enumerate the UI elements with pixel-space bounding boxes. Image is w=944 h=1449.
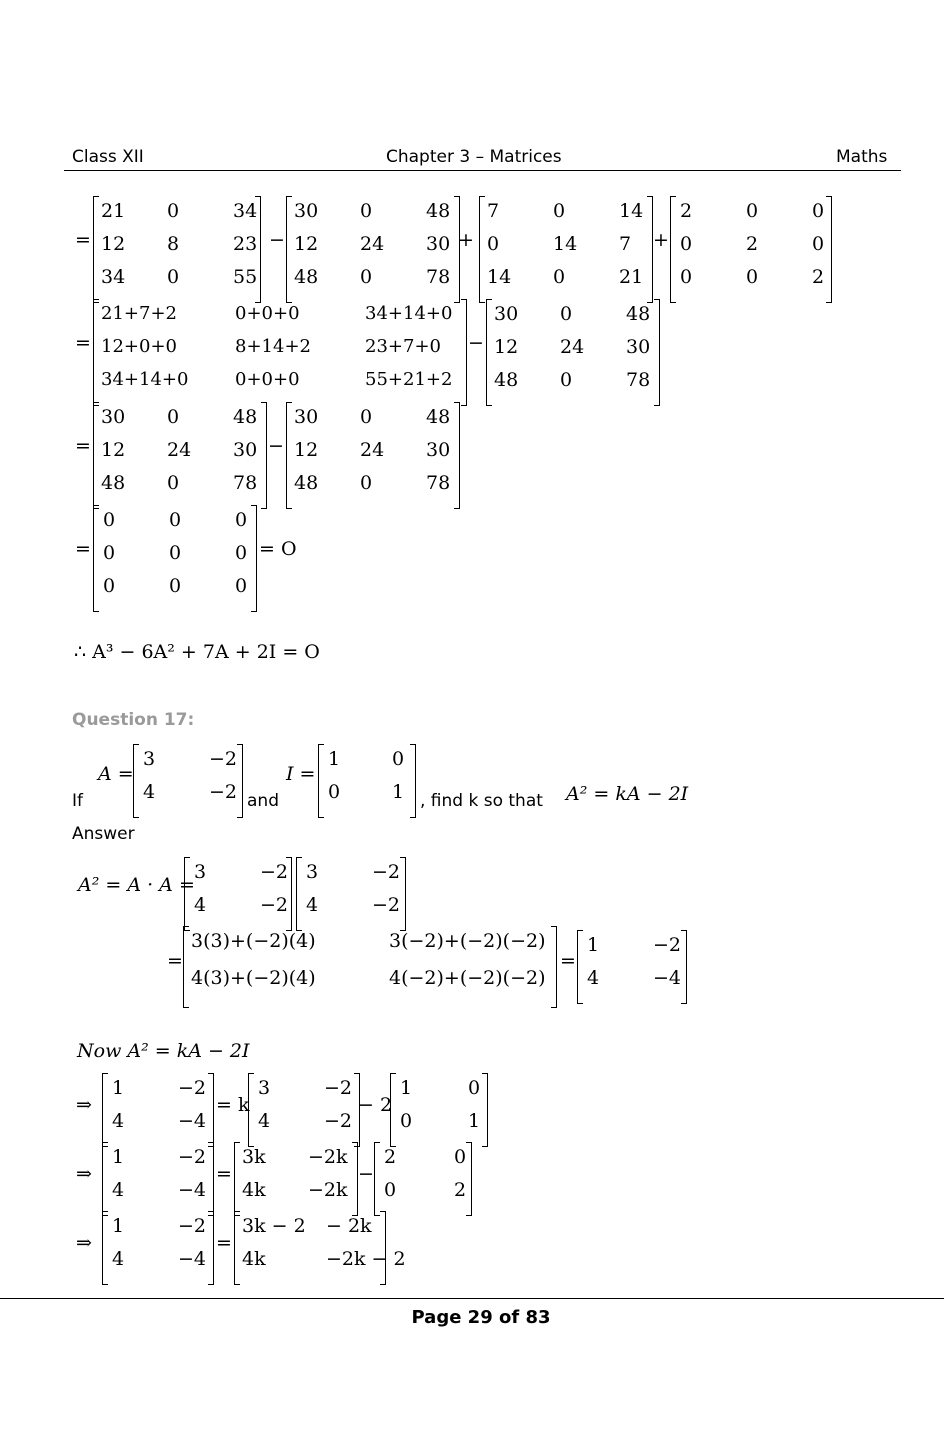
row3-matrix2-cell: −2k − 2 (326, 1248, 406, 1270)
step2-matrix1-cell: 55+21+2 (365, 369, 453, 390)
now-equation: Now A² = kA − 2I (77, 1040, 250, 1062)
step2-matrix1-right-bracket (461, 299, 467, 406)
matrix-A-cell: −2 (209, 781, 238, 803)
step1-matrix1-cell: 8 (167, 233, 180, 255)
line1-matrix2-cell: 4 (306, 894, 319, 916)
step1-matrix1-cell: 23 (233, 233, 258, 255)
step4-matrix1-cell: 0 (169, 509, 182, 531)
step1-matrix4-right-bracket (826, 196, 832, 303)
step4-matrix1-cell: 0 (235, 575, 248, 597)
row2-matrix1-cell: 1 (112, 1146, 125, 1168)
line2-result-left-bracket (577, 930, 583, 1004)
step1-matrix3-cell: 0 (553, 266, 566, 288)
step1-plus: + (458, 229, 474, 251)
step2-matrix1-cell: 0+0+0 (235, 369, 300, 390)
row2-matrix1-right-bracket (208, 1142, 214, 1216)
line1-matrix2-cell: −2 (372, 861, 401, 883)
question-condition: A² = kA − 2I (566, 783, 689, 805)
step1-matrix3-cell: 21 (619, 266, 644, 288)
matrix-I-label: I = (286, 763, 316, 785)
line1-matrix2-right-bracket (400, 857, 406, 931)
row3-matrix1-cell: −4 (178, 1248, 207, 1270)
row2-minus: − (358, 1163, 374, 1185)
row1-matrix3-cell: 1 (400, 1077, 413, 1099)
step1-matrix1-cell: 0 (167, 200, 180, 222)
row3-matrix1-cell: 4 (112, 1248, 125, 1270)
step4-matrix1-cell: 0 (103, 575, 116, 597)
row3-implies: ⇒ (76, 1232, 92, 1254)
row3-matrix2-cell: − 2k (326, 1215, 372, 1237)
line1-matrix1-cell: −2 (260, 894, 289, 916)
step1-matrix4-cell: 0 (746, 266, 759, 288)
step2-matrix2-right-bracket (654, 299, 660, 406)
row1-implies: ⇒ (76, 1094, 92, 1116)
step2-matrix2-cell: 48 (626, 303, 651, 325)
step3-matrix1-cell: 30 (233, 439, 258, 461)
step1-matrix4-cell: 2 (680, 200, 693, 222)
row2-matrix2-cell: 3k (242, 1146, 266, 1168)
matrix-A-cell: 3 (143, 748, 156, 770)
matrix-I-right-bracket (410, 744, 416, 818)
step1-matrix2-cell: 48 (294, 266, 319, 288)
line2-matrix-left-bracket (183, 926, 189, 1008)
step1-matrix2-left-bracket (286, 196, 292, 303)
step3-matrix2-cell: 12 (294, 439, 319, 461)
step2-matrix1-cell: 34+14+0 (365, 303, 453, 324)
step3-matrix1-right-bracket (261, 402, 267, 509)
step1-matrix3-cell: 14 (553, 233, 578, 255)
question-and-text: and (247, 791, 279, 811)
line2-matrix-cell: 4(−2)+(−2)(−2) (389, 967, 546, 989)
step4-matrix1-cell: 0 (169, 575, 182, 597)
line2-result-cell: −4 (653, 967, 682, 989)
row1-matrix1-cell: 1 (112, 1077, 125, 1099)
footer-rule (0, 1298, 944, 1299)
step1-matrix2-cell: 30 (294, 200, 319, 222)
step1-matrix3-cell: 0 (487, 233, 500, 255)
answer-label: Answer (72, 824, 135, 844)
step3-matrix2-cell: 78 (426, 472, 451, 494)
row1-matrix3-cell: 0 (400, 1110, 413, 1132)
step3-minus: − (268, 435, 284, 457)
step1-matrix3-cell: 7 (487, 200, 500, 222)
row1-matrix3-right-bracket (482, 1073, 488, 1147)
row3-matrix2-cell: 3k − 2 (242, 1215, 306, 1237)
step1-matrix4-cell: 0 (746, 200, 759, 222)
matrix-A-cell: −2 (209, 748, 238, 770)
step1-matrix4-cell: 0 (680, 266, 693, 288)
step3-matrix2-cell: 0 (360, 472, 373, 494)
step4-matrix1-cell: 0 (235, 542, 248, 564)
answer-line1-lhs: A² = A · A = (78, 874, 195, 896)
row1-matrix1-left-bracket (102, 1073, 108, 1147)
line1-matrix1-cell: 3 (194, 861, 207, 883)
step3-matrix1-cell: 0 (167, 406, 180, 428)
step3-matrix1-cell: 48 (101, 472, 126, 494)
step1-plus-2: + (653, 229, 669, 251)
row2-matrix1-cell: 4 (112, 1179, 125, 1201)
row2-matrix3-right-bracket (466, 1142, 472, 1216)
step3-matrix2-cell: 30 (294, 406, 319, 428)
row2-matrix1-left-bracket (102, 1142, 108, 1216)
row1-eq-k: = k (216, 1094, 250, 1116)
step3-matrix1-cell: 0 (167, 472, 180, 494)
step2-matrix1-left-bracket (93, 299, 99, 406)
step1-matrix2-cell: 78 (426, 266, 451, 288)
step2-equals: = (75, 332, 91, 354)
question-if-text: If (72, 791, 83, 811)
step1-matrix4-left-bracket (670, 196, 676, 303)
step1-matrix2-cell: 12 (294, 233, 319, 255)
step4-equals: = (75, 538, 91, 560)
step2-matrix2-cell: 12 (494, 336, 519, 358)
step2-matrix2-cell: 48 (494, 369, 519, 391)
row1-matrix2-cell: −2 (324, 1110, 353, 1132)
step1-matrix3-cell: 0 (553, 200, 566, 222)
line2-matrix-cell: 3(3)+(−2)(4) (191, 930, 316, 952)
matrix-A-cell: 4 (143, 781, 156, 803)
row2-matrix3-cell: 0 (454, 1146, 467, 1168)
step4-matrix1-cell: 0 (235, 509, 248, 531)
row1-matrix3-left-bracket (390, 1073, 396, 1147)
row1-matrix1-cell: −2 (178, 1077, 207, 1099)
step2-matrix2-cell: 30 (494, 303, 519, 325)
line1-matrix2-cell: 3 (306, 861, 319, 883)
line1-matrix2-left-bracket (296, 857, 302, 931)
step1-matrix1-cell: 0 (167, 266, 180, 288)
page-number: Page 29 of 83 (411, 1307, 551, 1328)
step4-matrix1-right-bracket (251, 505, 257, 612)
question-heading: Question 17: (72, 710, 195, 730)
line2-matrix-cell: 3(−2)+(−2)(−2) (389, 930, 546, 952)
row1-matrix2-cell: 3 (258, 1077, 271, 1099)
row3-matrix1-cell: 1 (112, 1215, 125, 1237)
step4-matrix1-cell: 0 (169, 542, 182, 564)
step2-minus: − (468, 332, 484, 354)
step3-matrix1-cell: 12 (101, 439, 126, 461)
row2-matrix3-cell: 2 (454, 1179, 467, 1201)
step2-matrix2-cell: 0 (560, 369, 573, 391)
row1-matrix1-cell: 4 (112, 1110, 125, 1132)
row2-implies: ⇒ (76, 1163, 92, 1185)
step3-matrix2-cell: 0 (360, 406, 373, 428)
row1-minus-2: − 2 (358, 1094, 393, 1116)
step1-matrix4-cell: 2 (746, 233, 759, 255)
row2-equals: = (216, 1163, 232, 1185)
step1-matrix1-cell: 21 (101, 200, 126, 222)
header-subject: Maths (836, 147, 888, 167)
line1-matrix1-cell: −2 (260, 861, 289, 883)
step3-matrix1-cell: 24 (167, 439, 192, 461)
matrix-A-right-bracket (237, 744, 243, 818)
step2-matrix2-cell: 0 (560, 303, 573, 325)
step2-matrix1-cell: 12+0+0 (101, 336, 177, 357)
step1-matrix1-cell: 55 (233, 266, 258, 288)
matrix-I-cell: 1 (392, 781, 405, 803)
line2-result-cell: 1 (587, 934, 600, 956)
step3-matrix2-cell: 48 (426, 406, 451, 428)
row3-matrix1-left-bracket (102, 1211, 108, 1285)
row2-matrix2-cell: 4k (242, 1179, 266, 1201)
step2-matrix2-left-bracket (486, 299, 492, 406)
step4-matrix1-left-bracket (93, 505, 99, 612)
row2-matrix1-cell: −2 (178, 1146, 207, 1168)
row1-matrix1-right-bracket (208, 1073, 214, 1147)
step1-matrix4-cell: 2 (812, 266, 825, 288)
row1-matrix1-cell: −4 (178, 1110, 207, 1132)
step1-matrix1-cell: 34 (101, 266, 126, 288)
row3-equals: = (216, 1232, 232, 1254)
line1-matrix1-cell: 4 (194, 894, 207, 916)
line2-matrix-cell: 4(3)+(−2)(4) (191, 967, 316, 989)
step3-matrix1-cell: 30 (101, 406, 126, 428)
step3-matrix1-cell: 78 (233, 472, 258, 494)
matrix-I-cell: 0 (328, 781, 341, 803)
row2-matrix3-cell: 2 (384, 1146, 397, 1168)
row2-matrix3-left-bracket (374, 1142, 380, 1216)
step2-matrix1-cell: 23+7+0 (365, 336, 441, 357)
step1-matrix3-cell: 7 (619, 233, 632, 255)
row3-matrix1-cell: −2 (178, 1215, 207, 1237)
header-class: Class XII (72, 147, 144, 167)
matrix-I-cell: 1 (328, 748, 341, 770)
step1-matrix2-cell: 30 (426, 233, 451, 255)
row2-matrix3-cell: 0 (384, 1179, 397, 1201)
matrix-I-left-bracket (318, 744, 324, 818)
row2-matrix1-cell: −4 (178, 1179, 207, 1201)
step2-matrix1-cell: 34+14+0 (101, 369, 189, 390)
step1-matrix2-cell: 0 (360, 266, 373, 288)
step4-result: = O (259, 538, 297, 560)
step1-minus: − (269, 229, 285, 251)
conclusion-equation: ∴ A³ − 6A² + 7A + 2I = O (74, 641, 320, 663)
step2-matrix2-cell: 24 (560, 336, 585, 358)
row1-matrix3-cell: 1 (468, 1110, 481, 1132)
step3-matrix2-cell: 24 (360, 439, 385, 461)
step1-matrix4-cell: 0 (812, 200, 825, 222)
matrix-I-cell: 0 (392, 748, 405, 770)
step1-matrix1-cell: 12 (101, 233, 126, 255)
row2-matrix2-cell: −2k (308, 1146, 348, 1168)
step1-matrix4-cell: 0 (812, 233, 825, 255)
step3-matrix1-cell: 48 (233, 406, 258, 428)
step3-matrix2-cell: 30 (426, 439, 451, 461)
line1-matrix2-cell: −2 (372, 894, 401, 916)
matrix-A-label: A = (98, 763, 134, 785)
step4-matrix1-cell: 0 (103, 509, 116, 531)
header-rule (64, 170, 901, 171)
step1-matrix4-cell: 0 (680, 233, 693, 255)
row3-matrix2-cell: 4k (242, 1248, 266, 1270)
step1-matrix3-cell: 14 (619, 200, 644, 222)
step1-matrix1-cell: 34 (233, 200, 258, 222)
row1-matrix2-cell: 4 (258, 1110, 271, 1132)
step2-matrix1-cell: 8+14+2 (235, 336, 311, 357)
step2-matrix1-cell: 0+0+0 (235, 303, 300, 324)
step1-matrix2-cell: 0 (360, 200, 373, 222)
step3-matrix2-right-bracket (454, 402, 460, 509)
step3-matrix1-left-bracket (93, 402, 99, 509)
line2-matrix-right-bracket (551, 926, 557, 1008)
row1-matrix3-cell: 0 (468, 1077, 481, 1099)
row3-matrix1-right-bracket (208, 1211, 214, 1285)
row2-matrix2-cell: −2k (308, 1179, 348, 1201)
question-find-text: , find k so that (420, 791, 543, 811)
step2-matrix1-cell: 21+7+2 (101, 303, 177, 324)
step3-equals: = (75, 435, 91, 457)
row1-matrix2-cell: −2 (324, 1077, 353, 1099)
step1-equals: = (75, 229, 91, 251)
answer-line2-eq: = (167, 950, 183, 972)
row2-matrix2-left-bracket (234, 1142, 240, 1216)
header-chapter: Chapter 3 – Matrices (386, 147, 562, 167)
step2-matrix2-cell: 78 (626, 369, 651, 391)
step4-matrix1-cell: 0 (103, 542, 116, 564)
step1-matrix3-cell: 14 (487, 266, 512, 288)
row3-matrix2-left-bracket (234, 1211, 240, 1285)
step1-matrix1-left-bracket (93, 196, 99, 303)
step3-matrix2-left-bracket (286, 402, 292, 509)
step1-matrix2-cell: 24 (360, 233, 385, 255)
step1-matrix3-left-bracket (479, 196, 485, 303)
step3-matrix2-cell: 48 (294, 472, 319, 494)
row1-matrix2-left-bracket (248, 1073, 254, 1147)
answer-line2-eq2: = (560, 950, 576, 972)
line2-result-right-bracket (681, 930, 687, 1004)
step2-matrix2-cell: 30 (626, 336, 651, 358)
step1-matrix2-cell: 48 (426, 200, 451, 222)
line2-result-cell: −2 (653, 934, 682, 956)
line2-result-cell: 4 (587, 967, 600, 989)
